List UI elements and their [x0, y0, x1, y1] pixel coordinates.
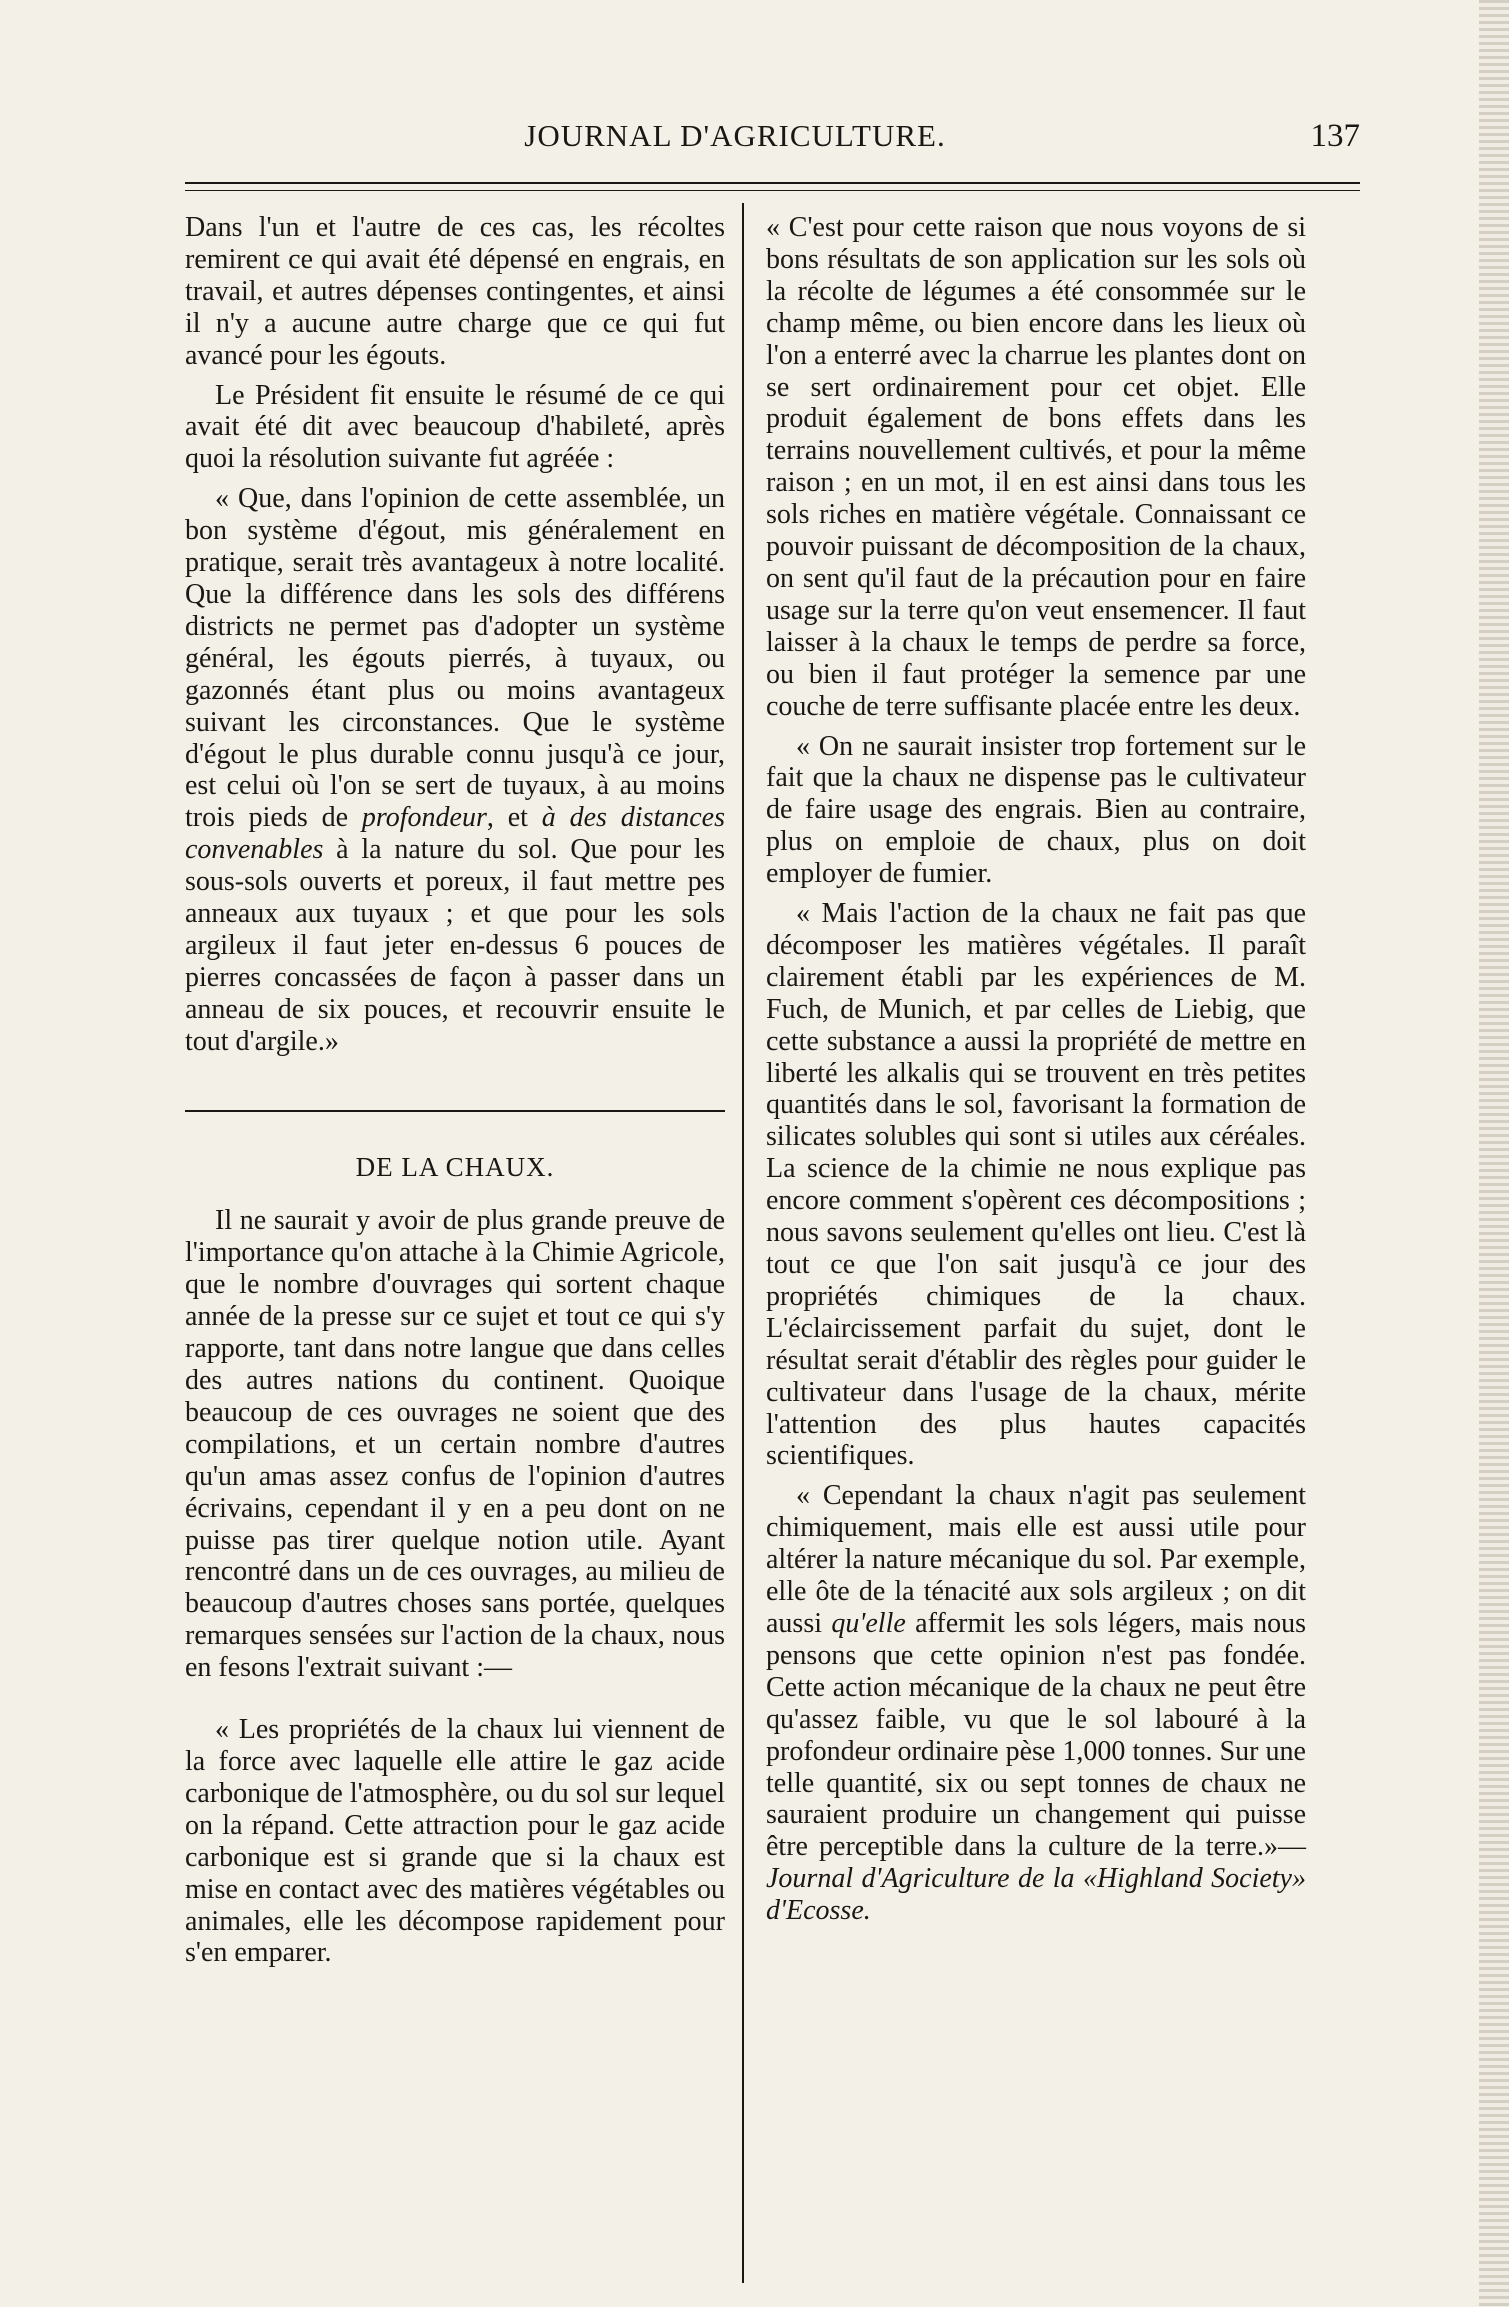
paragraph: Le Président fit ensuite le résumé de ce qui avait été dit avec beaucoup d'habileté, après quoi la résolution suivante fut agréée :: [185, 379, 725, 475]
quote-paragraph: « Mais l'action de la chaux ne fait pas que décomposer les matières végétales. Il paraît clairement établi par les expériences de M. Fuch, de Munich, et par celles de Liebig, que cette substance a aussi la propriété de mettre en liberté les alkalis qui se trouvent en très petites quantités dans le sol, favorisant la formation de silicates solubles qui sont si utiles aux céréales. La science de la chimie ne nous explique pas encore comment s'opèrent ces décompositions ; nous savons seulement qu'elles ont lieu. C'est là tout ce que l'on sait jusqu'à ce jour des propriétés chimiques de la chaux. L'éclaircissement parfait du sujet, dont le résultat serait d'établir des règles pour guider le cultivateur dans l'usage de la chaux, mérite l'attention des plus hautes capacités scientifiques.: [766, 898, 1306, 1472]
paragraph: Dans l'un et l'autre de ces cas, les récoltes remirent ce qui avait été dépensé en engrais, en travail, et autres dépenses contingentes, et ainsi il n'y a aucune autre charge que ce qui fut avancé pour les égouts.: [185, 212, 725, 371]
paragraph: Il ne saurait y avoir de plus grande preuve de l'importance qu'on attache à la Chimie Agricole, que le nombre d'ouvrages qui sortent chaque année de la presse sur ce sujet et tout ce qui s'y rapporte, tant dans notre langue que dans celles des autres nations du continent. Quoique beaucoup de ces ouvrages ne soient que des compilations, et un certain nombre d'autres qu'un amas assez confus de l'opinion d'autres écrivains, cependant il y en a peu dont on ne puisse pas tirer quelque notion utile. Ayant rencontré dans un de ces ouvrages, au milieu de beaucoup d'autres choses sans portée, quelques remarques sensées sur l'action de la chaux, nous en fesons l'extrait suivant :—: [185, 1205, 725, 1684]
resolution-quote: [185, 483, 725, 1057]
quote-paragraph: [766, 1480, 1306, 1927]
italic-span: à des distances convenables: [185, 802, 726, 866]
running-title: JOURNAL D'AGRICULTURE.: [524, 118, 946, 153]
right-column: [766, 212, 1306, 1935]
text-span: , et: [486, 802, 542, 834]
text-span: à la nature du sol. Que pour les sous-sols ouverts et poreux, il faut mettre pes anneaux aux tuyaux ; et que pour les sols argileux il faut jeter en-dessus 6 pouces de pierres concassées de façon à passer dans un anneau de six pouces, et recouvrir ensuite le tout d'argile.»: [185, 834, 725, 1057]
column-separator: [742, 203, 744, 2283]
italic-span: qu'elle: [831, 1607, 906, 1639]
italic-span: profondeur: [361, 802, 487, 834]
quote-paragraph: « Les propriétés de la chaux lui viennent de la force avec laquelle elle attire le gaz acide carbonique de l'atmosphère, ou du sol sur lequel on la répand. Cette attraction pour le gaz acide carbonique est si grande que si la chaux est mise en contact avec des matières végétables ou animales, elle les décompose rapidement pour s'en emparer.: [185, 1714, 726, 1969]
section-heading: DE LA CHAUX.: [355, 1151, 555, 1182]
source-citation: Journal d'Agriculture de la «Highland Society» d'Ecosse.: [766, 1863, 1306, 1927]
text-span: « Que, dans l'opinion de cette assemblée, un bon système d'égout, mis généralement en pratique, serait très avantageux à notre localité. Que la différence dans les sols des différens districts ne permet pas d'adopter un système général, les égouts pierrés, à tuyaux, ou gazonnés étant plus ou moins avantageux suivant les circonstances. Que le système d'égout le plus durable connu jusqu'à ce jour, est celui où l'on se sert de tuyaux, à au moins trois pieds de: [185, 483, 725, 834]
left-column: [185, 212, 725, 1977]
spacer: [185, 1692, 725, 1714]
page-header: [110, 118, 1360, 168]
header-rule-thin: [185, 190, 1360, 191]
section-divider: [185, 1110, 725, 1112]
text-span: « Cependant la chaux n'agit pas seulement chimiquement, mais elle est aussi utile pour altérer la nature mécanique du sol. Par exemple, elle ôte de la ténacité aux sols argileux ; on dit aussi: [766, 1480, 1306, 1639]
page-number: 137: [1310, 118, 1360, 154]
quote-paragraph: « C'est pour cette raison que nous voyons de si bons résultats de son application sur les sols où la récolte de légumes a été consommée sur le champ même, ou bien encore dans les lieux où l'on a enterré avec la charrue les plantes dont on se sert ordinairement pour cet objet. Elle produit également de bons effets dans les terrains nouvellement cultivés, et pour la même raison ; en un mot, il en est ainsi dans tous les sols riches en matière végétale. Connaissant ce pouvoir puissant de décomposition de la chaux, on sent qu'il faut de la précaution pour en faire usage sur la terre qu'on veut ensemencer. Il faut laisser à la chaux le temps de perdre sa force, ou bien il faut protéger la semence par une couche de terre suffisante placée entre les deux.: [766, 212, 1306, 722]
quote-paragraph: « On ne saurait insister trop fortement sur le fait que la chaux ne dispense pas le cultivateur de faire usage des engrais. Bien au contraire, plus on emploie de chaux, plus on doit employer de fumier.: [766, 730, 1306, 890]
text-span: affermit les sols légers, mais nous pensons que cette opinion n'est pas fondée. Cette action mécanique de la chaux ne peut être qu'assez faible, vu que le sol labouré à la profondeur ordinaire pèse 1,000 tonnes. Sur une telle quantité, six ou sept tonnes de chaux ne sauraient produire un changement qui puisse être perceptible dans la culture de la terre.»—: [766, 1607, 1306, 1863]
header-rule: [185, 182, 1360, 184]
page-edge-binding: [1479, 0, 1509, 2307]
